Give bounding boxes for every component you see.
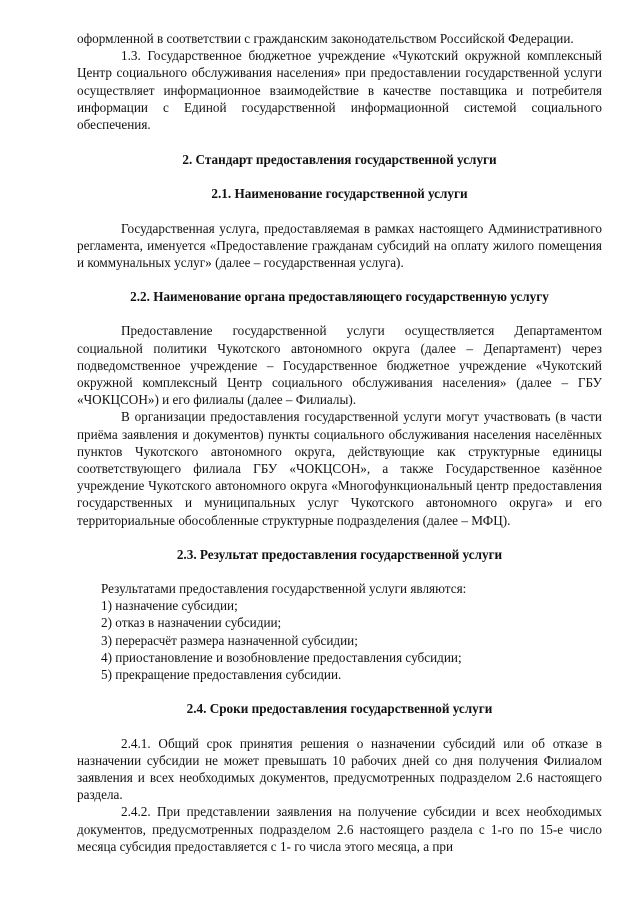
- list-item: 3) перерасчёт размера назначенной субсидии;: [101, 632, 358, 648]
- paragraph-2-4-1: 2.4.1. Общий срок принятия решения о назначении субсидий или об отказе в назначении субсидии не может превышать 10 рабочих дней со дня получения Филиалом заявления и всех необходимых документов, предусмотренных подразделом 2.6 настоящего раздела.: [77, 735, 602, 803]
- list-item: 1) назначение субсидии;: [101, 598, 238, 614]
- document-page: [77, 30, 602, 855]
- paragraph-2-3-intro: Результатами предоставления государственной услуги являются:: [101, 581, 467, 597]
- subsection-heading-2-3: 2.3. Результат предоставления государственной услуги: [176, 546, 503, 562]
- result-list: [77, 597, 602, 683]
- paragraph-2-1: Государственная услуга, предоставляемая в рамках настоящего Административного регламента, именуется «Предоставление гражданам субсидий на оплату жилого помещения и коммунальных услуг» (далее – государственная услуга).: [77, 220, 602, 271]
- subsection-heading-2-1: 2.1. Наименование государственной услуги: [211, 186, 468, 202]
- section-heading-2: 2. Стандарт предоставления государственной услуги: [182, 152, 497, 168]
- list-item: 4) приостановление и возобновление предоставления субсидии;: [101, 649, 462, 665]
- paragraph-2-2-b: В организации предоставления государственной услуги могут участвовать (в части приёма заявления и документов) пункты социального обслуживания населения населённых пунктов Чукотского автономного округа, действующие как структурные единицы соответствующего филиала ГБУ «ЧОКЦСОН», а также Государственное казённое учреждение Чукотского автономного округа «Многофункциональный центр предоставления государственных и муниципальных услуг Чукотского автономного округа» и его территориальные обособленные структурные подразделения (далее – МФЦ).: [77, 409, 602, 528]
- list-item: 2) отказ в назначении субсидии;: [101, 615, 282, 631]
- paragraph-2-4-2: 2.4.2. При представлении заявления на получение субсидии и всех необходимых документов, предусмотренных подразделом 2.6 настоящего раздела с 1-го по 15-е число месяца субсидия предоставляется с 1- го числа этого месяца, а при: [77, 804, 602, 854]
- subsection-heading-2-2: 2.2. Наименование органа предоставляющего государственную услугу: [130, 289, 549, 305]
- paragraph-continuation: оформленной в соответствии с гражданским законодательством Российской Федерации.: [77, 31, 574, 46]
- paragraph-2-2-a: Предоставление государственной услуги осуществляется Департаментом социальной политики Чукотского автономного округа (далее – Департамент) через подведомственное учреждение – Государственное бюджетное учреждение «Чукотский окружной комплексный Центр социального обслуживания населения» (далее – ГБУ «ЧОКЦСОН») и его филиалы (далее – Филиалы).: [77, 323, 602, 408]
- paragraph-1-3: 1.3. Государственное бюджетное учреждение «Чукотский окружной комплексный Центр социального обслуживания населения» при предоставлении государственной услуги осуществляет информационное взаимодействие в качестве поставщика и потребителя информации с Единой государственной информационной системой социального обеспечения.: [77, 48, 602, 133]
- list-item: 5) прекращение предоставления субсидии.: [101, 667, 342, 683]
- subsection-heading-2-4: 2.4. Сроки предоставления государственной услуги: [186, 701, 493, 717]
